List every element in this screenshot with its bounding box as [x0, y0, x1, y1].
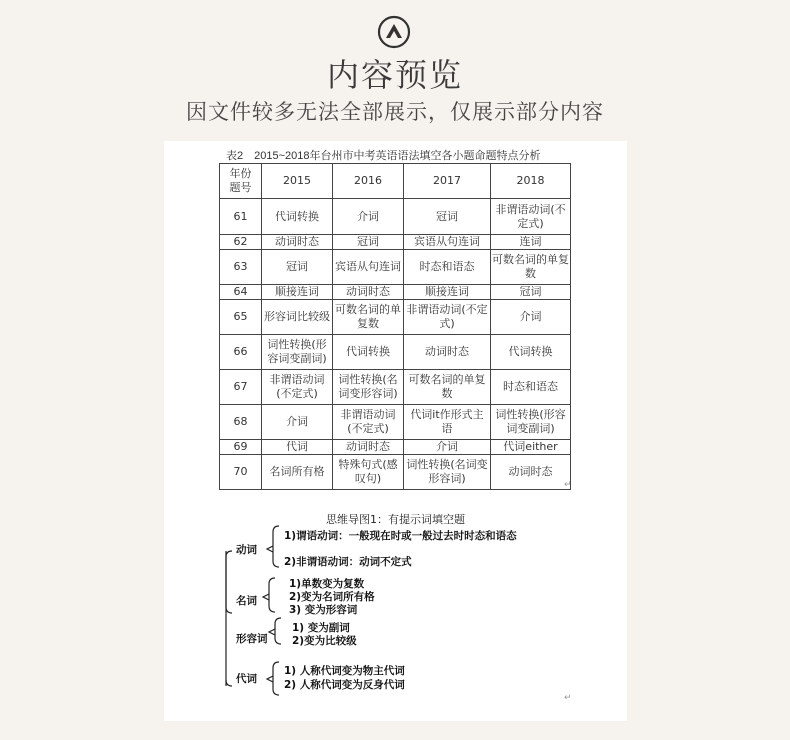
- table-cell: 可数名词的单复数: [333, 300, 404, 335]
- mindmap-brackets: [164, 141, 627, 721]
- table-cell: 动词时态: [333, 285, 404, 300]
- mindmap-item: 2) 人称代词变为反身代词: [284, 679, 405, 691]
- page-subtitle: 因文件较多无法全部展示，仅展示部分内容: [186, 100, 604, 124]
- corner-top-label: 年份: [229, 167, 252, 180]
- table-cell: 顺接连词: [404, 285, 491, 300]
- table-cell: 宾语从句连词: [333, 250, 404, 285]
- question-number-cell: 62: [220, 235, 262, 250]
- mindmap-branch-label: 代词: [236, 673, 257, 685]
- mindmap-item: 2)变为比较级: [292, 635, 357, 647]
- table-cell: 冠词: [491, 285, 571, 300]
- return-mark: ↵: [564, 693, 572, 703]
- table-cell: 顺接连词: [262, 285, 333, 300]
- table-cell: 宾语从句连词: [404, 235, 491, 250]
- table-cell: 介词: [404, 440, 491, 455]
- mindmap-branch-label: 形容词: [236, 633, 268, 645]
- year-header: 2018: [491, 164, 571, 199]
- question-number-cell: 69: [220, 440, 262, 455]
- table-cell: 动词时态: [404, 335, 491, 370]
- question-number-cell: 68: [220, 405, 262, 440]
- question-number-cell: 70: [220, 455, 262, 490]
- table-cell: 连词: [491, 235, 571, 250]
- mindmap-item: 2)非谓语动词：动词不定式: [284, 556, 412, 568]
- table-cell: 形容词比较级: [262, 300, 333, 335]
- table-cell: 代词转换: [262, 199, 333, 235]
- mindmap-item: 3) 变为形容词: [289, 604, 358, 616]
- table-cell: 代词: [262, 440, 333, 455]
- mindmap-item: 1) 人称代词变为物主代词: [284, 665, 405, 677]
- corner-bottom-label: 题号: [229, 181, 252, 194]
- year-header: 2015: [262, 164, 333, 199]
- table-cell: 词性转换(名词变形容词): [333, 370, 404, 405]
- table-cell: 代词转换: [333, 335, 404, 370]
- table-cell: 可数名词的单复数: [491, 250, 571, 285]
- table-cell: 词性转换(名词变形容词): [404, 455, 491, 490]
- table-cell: 介词: [491, 300, 571, 335]
- table-cell: 冠词: [333, 235, 404, 250]
- table-cell: 非谓语动词(不定式): [262, 370, 333, 405]
- mindmap-branch-label: 动词: [236, 544, 257, 556]
- table-cell: 名词所有格: [262, 455, 333, 490]
- mindmap-item: 1)谓语动词：一般现在时或一般过去时时态和语态: [284, 530, 517, 542]
- table-cell: 代词转换: [491, 335, 571, 370]
- year-header: 2017: [404, 164, 491, 199]
- table-cell: 时态和语态: [491, 370, 571, 405]
- mindmap-title: 思维导图1：有提示词填空题: [326, 513, 465, 526]
- year-header: 2016: [333, 164, 404, 199]
- mindmap-item: 1) 变为副词: [292, 622, 350, 634]
- table-cell: 动词时态: [491, 455, 571, 490]
- table-cell: 冠词: [404, 199, 491, 235]
- question-number-cell: 67: [220, 370, 262, 405]
- table-cell: 非谓语动词(不定式): [404, 300, 491, 335]
- table-cell: 特殊句式(感叹句): [333, 455, 404, 490]
- table-cell: 非谓语动词(不定式): [491, 199, 571, 235]
- table-cell: 冠词: [262, 250, 333, 285]
- mindmap-branch-label: 名词: [236, 595, 257, 607]
- table-cell: 时态和语态: [404, 250, 491, 285]
- question-number-cell: 61: [220, 199, 262, 235]
- table-cell: 非谓语动词(不定式): [333, 405, 404, 440]
- page-title: 内容预览: [326, 56, 463, 94]
- table-cell: 动词时态: [333, 440, 404, 455]
- document-preview: [164, 141, 627, 721]
- mindmap-item: 2)变为名词所有格: [289, 591, 375, 603]
- table-cell: 介词: [333, 199, 404, 235]
- question-number-cell: 63: [220, 250, 262, 285]
- table-cell: 词性转换(形容词变副词): [491, 405, 571, 440]
- table-caption: 表2 2015~2018年台州市中考英语语法填空各小题命题特点分析: [226, 150, 541, 162]
- question-number-cell: 64: [220, 285, 262, 300]
- table-cell: 词性转换(形容词变副词): [262, 335, 333, 370]
- mindmap-item: 1)单数变为复数: [289, 578, 365, 590]
- table-cell: 可数名词的单复数: [404, 370, 491, 405]
- table-cell: 代词it作形式主语: [404, 405, 491, 440]
- question-number-cell: 66: [220, 335, 262, 370]
- table-cell: 动词时态: [262, 235, 333, 250]
- chevron-up-circle-icon: [377, 15, 411, 49]
- question-number-cell: 65: [220, 300, 262, 335]
- return-mark: ↵: [564, 480, 572, 490]
- table-cell: 介词: [262, 405, 333, 440]
- table-cell: 代词either: [491, 440, 571, 455]
